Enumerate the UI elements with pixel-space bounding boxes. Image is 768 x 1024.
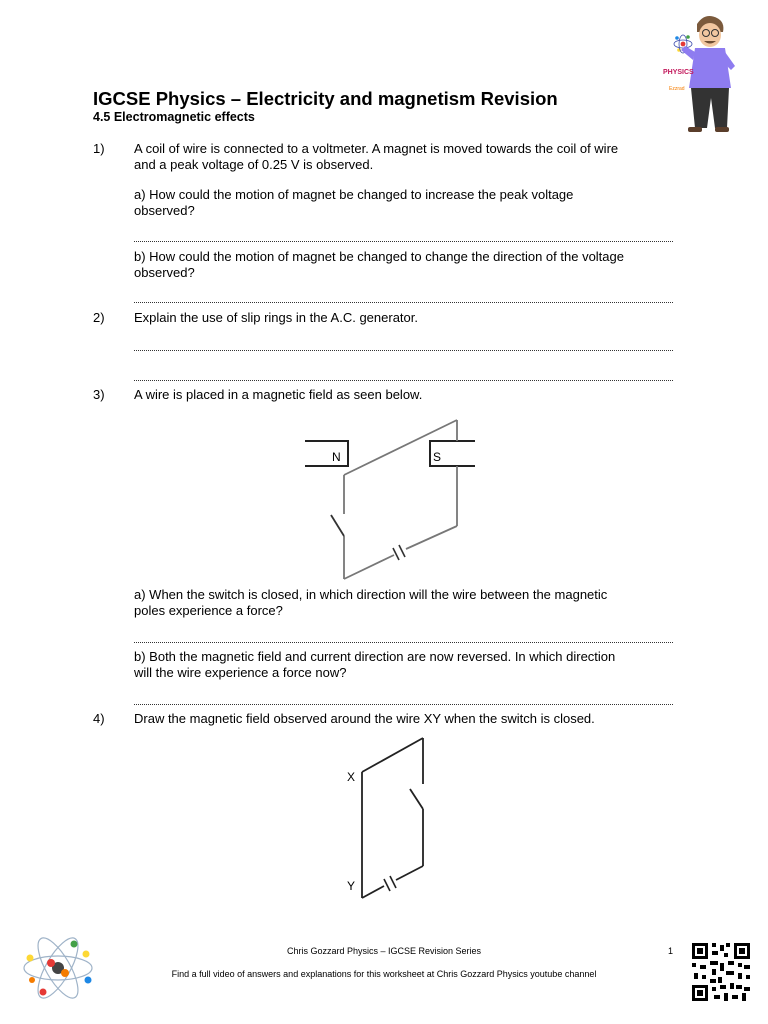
question-3b-line-2: will the wire experience a force now? <box>134 664 347 680</box>
question-1a-text <box>134 187 679 218</box>
question-1-text <box>134 141 679 172</box>
magnet-circuit-diagram <box>300 412 482 584</box>
question-3b-line-1: b) Both the magnetic field and current direction are now reversed. In which direction <box>134 649 616 664</box>
answer-line[interactable] <box>134 302 673 303</box>
answer-line[interactable] <box>134 380 673 381</box>
question-2-text: Explain the use of slip rings in the A.C. generator. <box>134 310 419 325</box>
question-3a-line-1: a) When the switch is closed, in which direction will the wire between the magnetic <box>134 587 608 602</box>
question-4-text: Draw the magnetic field observed around the wire XY when the switch is closed. <box>134 711 595 726</box>
wire-xy-circuit-diagram <box>340 732 440 904</box>
footer-credit: Chris Gozzard Physics – IGCSE Revision Series <box>286 946 482 956</box>
question-1-line-2: and a peak voltage of 0.25 V is observed. <box>134 156 374 172</box>
answer-line[interactable] <box>134 241 673 242</box>
question-2-number: 2) <box>93 310 105 325</box>
question-1a-line-2: observed? <box>134 202 195 218</box>
wire-end-label-x: X <box>347 770 356 784</box>
question-1a-line-1: a) How could the motion of magnet be changed to increase the peak voltage <box>134 187 574 202</box>
question-1-line-1: A coil of wire is connected to a voltmeter. A magnet is moved towards the coil of wire <box>134 141 619 156</box>
question-1b-line-2: observed? <box>134 264 195 280</box>
logo-text: PHYSICS <box>663 69 694 76</box>
question-3a-text <box>134 587 679 618</box>
switch-symbol <box>410 789 423 809</box>
question-3-number: 3) <box>93 387 105 402</box>
answer-line[interactable] <box>134 350 673 351</box>
switch-symbol <box>331 515 344 536</box>
page-title: IGCSE Physics – Electricity and magnetism Revision <box>93 88 558 109</box>
page-subtitle: 4.5 Electromagnetic effects <box>93 110 255 124</box>
page-number: 1 <box>668 946 674 956</box>
cartoon-teacher-logo <box>655 8 745 136</box>
logo-text-small: Ezzrad <box>669 86 685 92</box>
footer-note: Find a full video of answers and explanations for this worksheet at Chris Gozzard Physics youtube channel <box>171 969 597 979</box>
question-3-text: A wire is placed in a magnetic field as seen below. <box>134 387 423 402</box>
cell-symbol <box>384 876 396 891</box>
question-1b-text <box>134 249 679 280</box>
cell-symbol <box>393 545 405 560</box>
question-1-number: 1) <box>93 141 105 156</box>
north-pole-label: N <box>332 450 341 464</box>
wire-end-label-y: Y <box>347 879 356 893</box>
question-1b-line-1: b) How could the motion of magnet be changed to change the direction of the voltage <box>134 249 624 264</box>
answer-line[interactable] <box>134 642 673 643</box>
question-3a-line-2: poles experience a force? <box>134 602 283 618</box>
south-pole-label: S <box>433 450 442 464</box>
answer-line[interactable] <box>134 704 673 705</box>
question-4-number: 4) <box>93 711 105 726</box>
circuit-wire <box>362 738 423 898</box>
circuit-wire <box>344 420 457 579</box>
qr-code-icon[interactable] <box>690 941 752 1003</box>
north-magnet <box>305 441 348 466</box>
question-3b-text <box>134 649 679 680</box>
